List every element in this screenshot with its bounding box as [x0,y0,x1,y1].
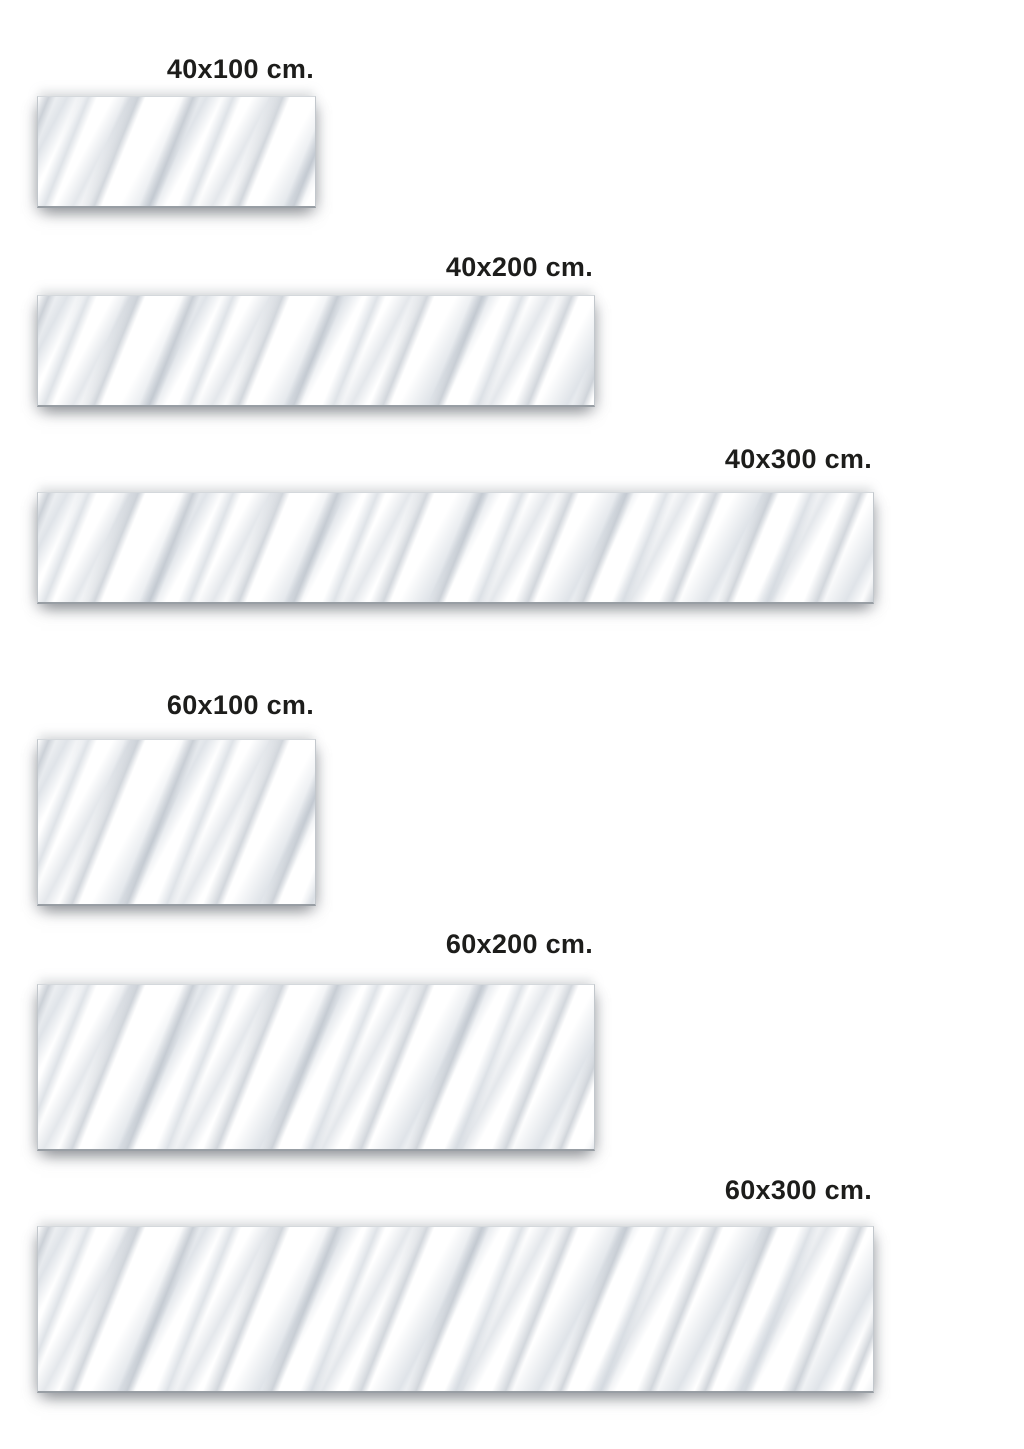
size-item-60x200 [37,929,595,1151]
size-label-40x200: 40x200 cm. [445,252,593,282]
size-label-40x100: 40x100 cm. [166,54,314,84]
marble-tile-swatch-60x300 [37,1226,874,1393]
size-item-40x100 [37,54,316,208]
size-label-60x200: 60x200 cm. [445,929,593,959]
marble-tile-swatch-60x100 [37,739,316,906]
size-label-60x100: 60x100 cm. [166,690,314,720]
size-item-40x200 [37,252,595,407]
size-label-60x300: 60x300 cm. [724,1175,872,1205]
size-label-40x300: 40x300 cm. [724,444,872,474]
size-item-60x300 [37,1175,874,1393]
marble-tile-swatch-40x200 [37,295,595,407]
marble-tile-swatch-40x100 [37,96,316,208]
size-item-40x300 [37,444,874,604]
marble-tile-swatch-60x200 [37,984,595,1151]
marble-tile-swatch-40x300 [37,492,874,604]
size-item-60x100 [37,690,316,906]
